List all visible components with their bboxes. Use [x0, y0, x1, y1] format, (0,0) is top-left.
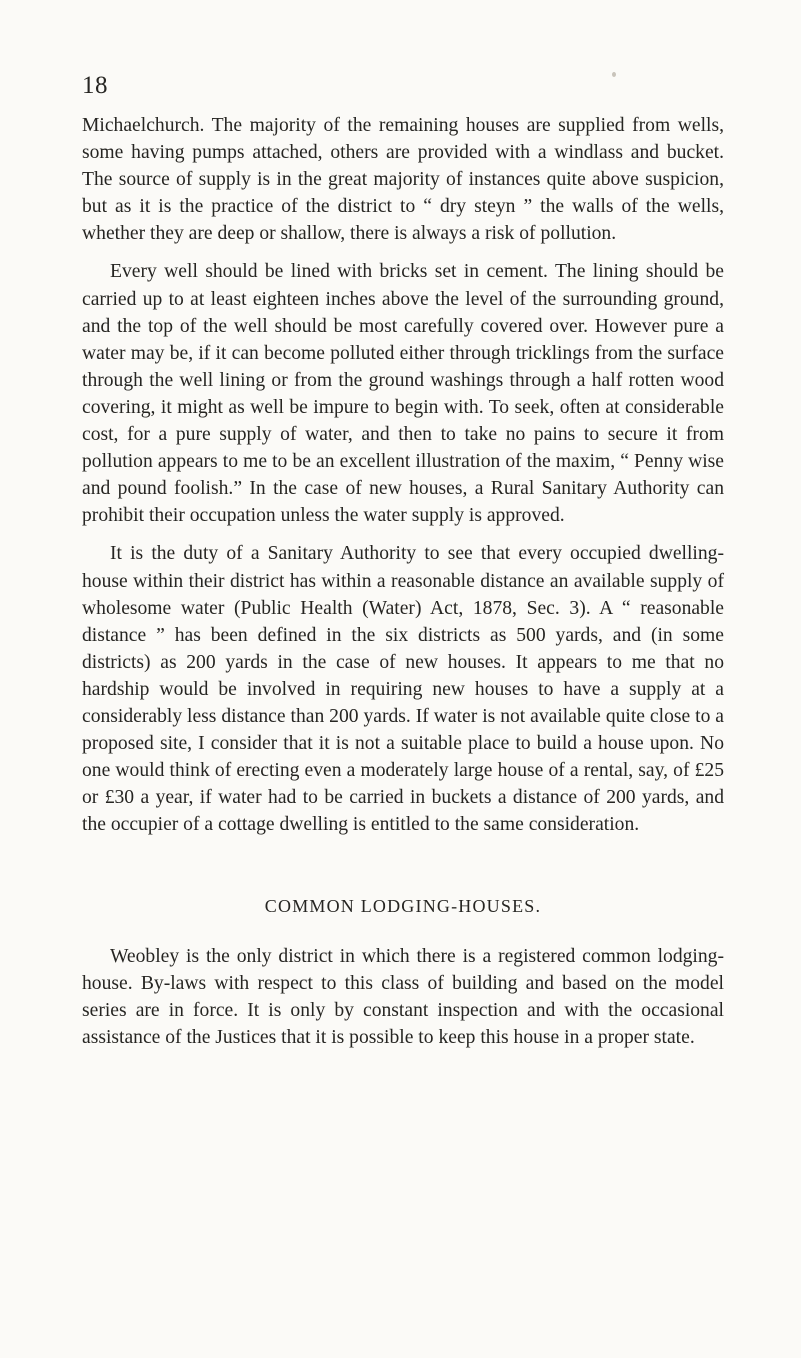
- page-number: 18: [82, 72, 108, 99]
- paragraph-well-lining: Every well should be lined with bricks set in cement. The lining should be carried up to at least eighteen inches above the level of the surrounding ground, and the top of the well should be most carefully covered over. However pure a water may be, if it can become polluted either through tricklings from the surface through the well lining or from the ground washings through a half rotten wood covering, it might as well be impure to begin with. To seek, often at considerable cost, for a pure supply of water, and then to take no pains to secure it from pollution appears to me to be an excellent illustration of the maxim, “ Penny wise and pound foolish.” In the case of new houses, a Rural Sanitary Authority can prohibit their occupation unless the water supply is approved.: [82, 261, 724, 527]
- paragraph-sanitary-authority-duty: It is the duty of a Sanitary Authority to see that every occupied dwelling-house within their district has within a reasonable distance an available supply of wholesome water (Public Health (Water) Act, 1878, Sec. 3). A “ reasonable distance ” has been defined in the six districts as 500 yards, and (in some districts) as 200 yards in the case of new houses. It appears to me that no hardship would be involved in requiring new houses to have a supply at a considerably less distance than 200 yards. If water is not available quite close to a proposed site, I consider that it is not a suitable place to build a house upon. No one would think of erecting even a moderately large house of a rental, say, of £25 or £30 a year, if water had to be carried in buckets a distance of 200 yards, and the occupier of a cottage dwelling is entitled to the same consideration.: [82, 543, 724, 836]
- page-body: [82, 112, 724, 1051]
- paragraph-wells-supply: Michaelchurch. The majority of the remaining houses are supplied from wells, some having pumps attached, others are provided with a windlass and bucket. The source of supply is in the great majority of instances quite above suspicion, but as it is the practice of the district to “ dry steyn ” the walls of the wells, whether they are deep or shallow, there is always a risk of pollution.: [82, 115, 724, 245]
- paragraph-lodging-houses: Weobley is the only district in which there is a registered common lodging-house. By-laws with respect to this class of building and based on the model series are in force. It is only by constant inspection and with the occasional assistance of the Justices that it is possible to keep this house in a proper state.: [82, 945, 724, 1048]
- paper-speck: [612, 72, 616, 77]
- section-heading-lodging-houses: COMMON LODGING-HOUSES.: [264, 896, 542, 917]
